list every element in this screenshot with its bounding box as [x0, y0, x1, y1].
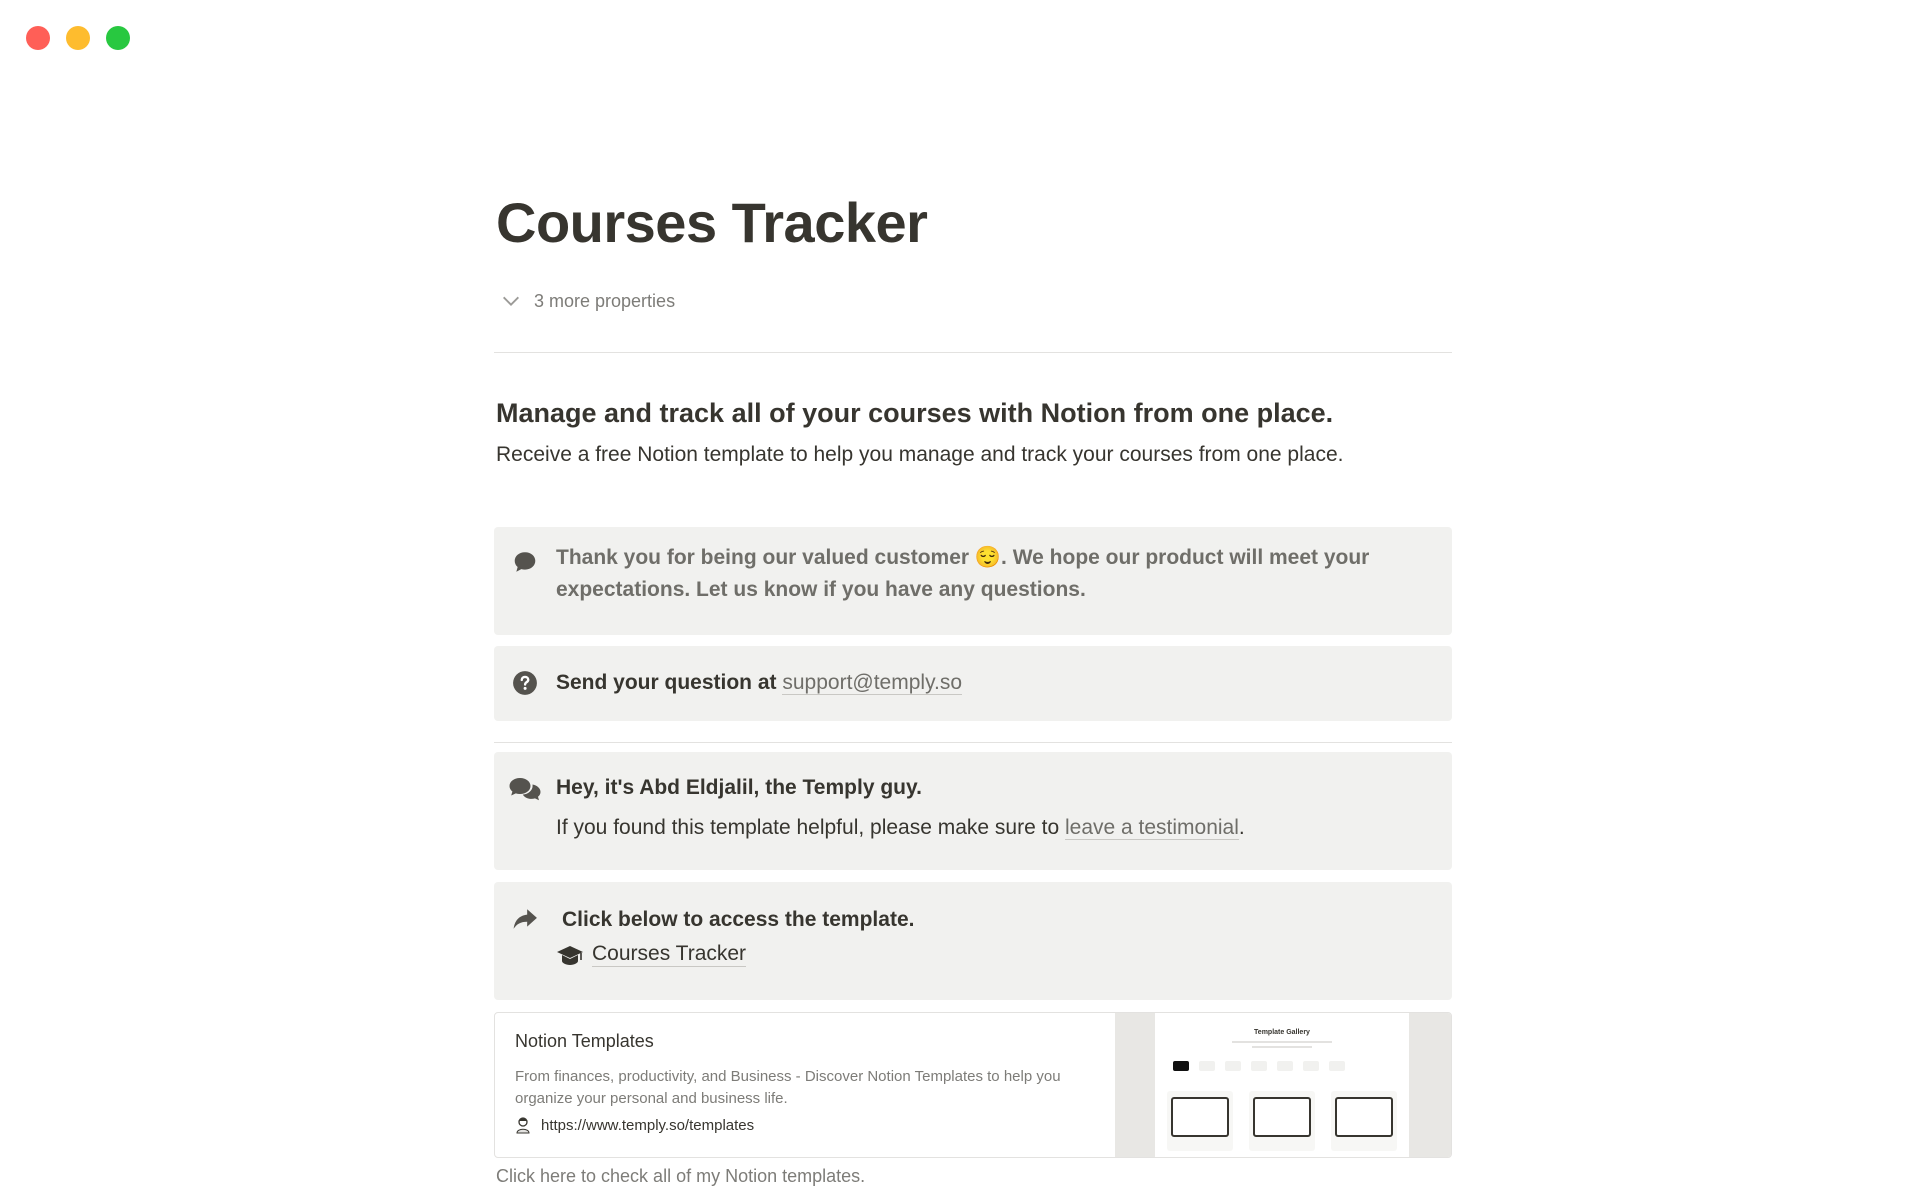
preview-tab — [1173, 1061, 1189, 1071]
speech-bubble-icon — [512, 549, 538, 575]
intro-heading: Manage and track all of your courses with Notion from one place. — [496, 398, 1334, 428]
courses-tracker-link-label: Courses Tracker — [592, 942, 747, 965]
preview-screenshot — [1155, 1013, 1409, 1158]
testimonial-prefix: If you found this template helpful, please make sure to — [556, 816, 1065, 839]
bookmark-title: Notion Templates — [515, 1031, 654, 1051]
preview-card — [1331, 1091, 1397, 1151]
question-label: Send your question at — [556, 671, 783, 694]
author-greeting: Hey, it's Abd Eldjalil, the Temply guy. — [556, 776, 922, 799]
preview-tab — [1251, 1061, 1267, 1071]
access-instruction: Click below to access the template. — [562, 908, 915, 931]
question-text — [556, 667, 962, 699]
preview-tab — [1303, 1061, 1319, 1071]
question-callout — [494, 646, 1452, 721]
more-properties-label: 3 more properties — [534, 290, 676, 311]
comments-icon — [508, 776, 542, 802]
chevron-down-icon — [500, 290, 522, 312]
bookmark-url: https://www.temply.so/templates — [541, 1116, 755, 1134]
preview-title: Template Gallery — [1254, 1029, 1310, 1036]
preview-card — [1167, 1091, 1233, 1151]
testimonial-request — [556, 812, 1245, 844]
bookmark-url-row — [515, 1116, 1095, 1134]
minimize-window-button[interactable] — [66, 26, 90, 50]
preview-card — [1249, 1091, 1315, 1151]
preview-tab — [1225, 1061, 1241, 1071]
bookmark-caption: Click here to check all of my Notion templates. — [496, 1166, 866, 1186]
preview-tab — [1329, 1061, 1345, 1071]
courses-tracker-page-link[interactable] — [556, 942, 746, 967]
temply-favicon-icon — [515, 1116, 531, 1134]
bookmark-description: From finances, productivity, and Business - Discover Notion Templates to help you organize your personal and business life. — [515, 1068, 1061, 1107]
preview-line — [1252, 1046, 1312, 1048]
question-circle-icon — [512, 670, 538, 696]
divider — [494, 352, 1452, 353]
share-arrow-icon — [512, 906, 538, 932]
thanks-text: Thank you for being our valued customer 😌. We hope our product will meet your expectations. Let us know if you have any questions. — [556, 546, 1370, 601]
bookmark-preview — [1115, 1013, 1451, 1157]
graduation-cap-icon — [556, 943, 584, 967]
page-title[interactable]: Courses Tracker — [496, 191, 928, 254]
access-callout — [494, 882, 1452, 1000]
divider — [494, 742, 1452, 743]
close-window-button[interactable] — [26, 26, 50, 50]
more-properties-toggle[interactable] — [500, 290, 675, 312]
templates-bookmark[interactable] — [494, 1012, 1452, 1158]
support-email-link[interactable]: support@temply.so — [782, 671, 963, 694]
testimonial-link[interactable]: leave a testimonial — [1064, 816, 1239, 839]
zoom-window-button[interactable] — [106, 26, 130, 50]
bookmark-text — [495, 1013, 1115, 1157]
preview-line — [1232, 1041, 1332, 1043]
window-controls — [26, 26, 130, 50]
testimonial-suffix: . — [1238, 816, 1245, 839]
preview-tab — [1199, 1061, 1215, 1071]
preview-tab — [1277, 1061, 1293, 1071]
intro-subtext: Receive a free Notion template to help you manage and track your courses from one place. — [496, 443, 1344, 466]
thanks-callout — [494, 527, 1452, 635]
author-callout — [494, 752, 1452, 870]
